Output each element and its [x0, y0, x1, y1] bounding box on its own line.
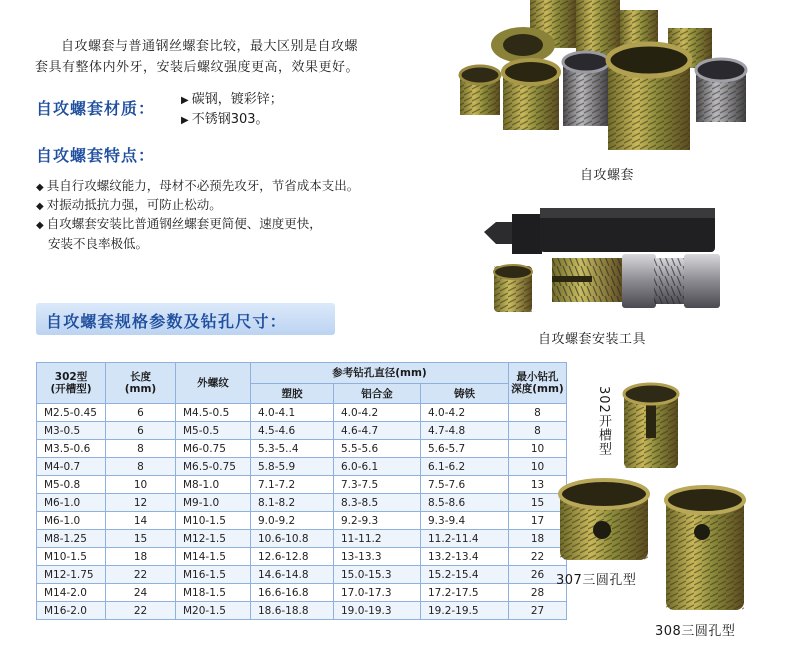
table-cell: M4-0.7 [37, 458, 106, 476]
table-cell: 4.0-4.2 [421, 404, 509, 422]
table-cell: M10-1.5 [176, 512, 251, 530]
table-cell: M16-2.0 [37, 602, 106, 620]
table-cell: 13-13.3 [334, 548, 421, 566]
table-row [37, 584, 567, 602]
caption-302: 302开槽型 [596, 386, 611, 456]
intro-paragraph [35, 36, 445, 78]
feature-item-1: ◆ 具自行攻螺纹能力，母材不必预先攻牙，节省成本支出。 [36, 178, 360, 193]
right-triangle-icon: ▶ [181, 95, 189, 106]
table-cell: M3.5-0.6 [37, 440, 106, 458]
material-item-2: ▶ 不锈钢303。 [181, 112, 269, 127]
table-cell: 18 [106, 548, 176, 566]
header-drill-diameter: 参考钻孔直径(mm) [251, 363, 509, 384]
spec-section-header [36, 303, 335, 335]
table-cell: 19.0-19.3 [334, 602, 421, 620]
table-cell: 5.8-5.9 [251, 458, 334, 476]
table-cell: 5.3-5..4 [251, 440, 334, 458]
features-heading: 自攻螺套特点： [36, 146, 156, 165]
table-row [37, 512, 567, 530]
thread-inserts-photo [448, 0, 758, 160]
insert-307-photo [556, 476, 652, 564]
table-cell: 6 [106, 404, 176, 422]
header-castiron: 铸铁 [421, 384, 509, 404]
table-cell: 7.5-7.6 [421, 476, 509, 494]
table-cell: 10 [509, 440, 567, 458]
install-tool-photo [484, 196, 734, 321]
table-cell: 4.5-4.6 [251, 422, 334, 440]
table-cell: 9.2-9.3 [334, 512, 421, 530]
caption-308: 308三圆孔型 [655, 624, 736, 639]
table-row [37, 494, 567, 512]
table-cell: 13.2-13.4 [421, 548, 509, 566]
table-row [37, 548, 567, 566]
table-cell: M2.5-0.45 [37, 404, 106, 422]
table-cell: 8.1-8.2 [251, 494, 334, 512]
table-cell: 8 [106, 458, 176, 476]
header-min-depth: 最小钻孔 深度(mm) [509, 363, 567, 404]
caption-inserts: 自攻螺套 [580, 168, 635, 183]
header-outer-thread: 外螺纹 [176, 363, 251, 404]
table-cell: 10 [106, 476, 176, 494]
table-cell: 18.6-18.8 [251, 602, 334, 620]
table-cell: 6.0-6.1 [334, 458, 421, 476]
material-item-1: ▶ 碳钢，镀彩锌； [181, 92, 283, 107]
table-cell: 27 [509, 602, 567, 620]
intro-line-2: 套具有整体内外牙，安装后螺纹强度更高，效果更好。 [35, 60, 360, 75]
table-cell: M6-0.75 [176, 440, 251, 458]
table-cell: M5-0.8 [37, 476, 106, 494]
table-row [37, 440, 567, 458]
spec-title: 自攻螺套规格参数及钻孔尺寸： [46, 312, 287, 331]
table-row [37, 476, 567, 494]
table-cell: M18-1.5 [176, 584, 251, 602]
feature-item-3: ◆ 自攻螺套安装比普通钢丝螺套更简便、速度更快， [36, 216, 322, 231]
table-cell: 15.2-15.4 [421, 566, 509, 584]
table-cell: 8.5-8.6 [421, 494, 509, 512]
table-cell: 26 [509, 566, 567, 584]
table-cell: 4.7-4.8 [421, 422, 509, 440]
table-cell: 15 [106, 530, 176, 548]
table-cell: M8-1.0 [176, 476, 251, 494]
table-cell: M8-1.25 [37, 530, 106, 548]
table-cell: M9-1.0 [176, 494, 251, 512]
table-cell: 22 [106, 566, 176, 584]
caption-tool: 自攻螺套安装工具 [538, 332, 647, 347]
table-cell: M14-2.0 [37, 584, 106, 602]
table-cell: 8.3-8.5 [334, 494, 421, 512]
table-cell: 14 [106, 512, 176, 530]
feature-item-2: ◆ 对振动抵抗力强，可防止松动。 [36, 197, 222, 212]
table-row [37, 602, 567, 620]
table-cell: 17.2-17.5 [421, 584, 509, 602]
table-cell: 10.6-10.8 [251, 530, 334, 548]
spec-table [36, 362, 567, 620]
table-cell: 28 [509, 584, 567, 602]
table-cell: 14.6-14.8 [251, 566, 334, 584]
table-cell: 13 [509, 476, 567, 494]
table-cell: 6 [106, 422, 176, 440]
table-cell: 6.1-6.2 [421, 458, 509, 476]
table-cell: M6-1.0 [37, 494, 106, 512]
table-cell: M6-1.0 [37, 512, 106, 530]
table-cell: 22 [106, 602, 176, 620]
table-cell: M16-1.5 [176, 566, 251, 584]
header-aluminum: 铝合金 [334, 384, 421, 404]
table-cell: M10-1.5 [37, 548, 106, 566]
table-cell: 4.6-4.7 [334, 422, 421, 440]
table-cell: 10 [509, 458, 567, 476]
header-type: 302型 (开槽型) [37, 363, 106, 404]
table-cell: 11-11.2 [334, 530, 421, 548]
table-cell: M12-1.5 [176, 530, 251, 548]
table-cell: 8 [106, 440, 176, 458]
table-cell: M5-0.5 [176, 422, 251, 440]
table-cell: 5.5-5.6 [334, 440, 421, 458]
table-cell: 7.3-7.5 [334, 476, 421, 494]
diamond-icon: ◆ [36, 220, 44, 231]
table-cell: 24 [106, 584, 176, 602]
table-row [37, 530, 567, 548]
table-cell: M20-1.5 [176, 602, 251, 620]
table-cell: 8 [509, 404, 567, 422]
intro-line-1: 自攻螺套与普通钢丝螺套比较，最大区别是自攻螺 [61, 39, 359, 54]
table-cell: 5.6-5.7 [421, 440, 509, 458]
table-row [37, 458, 567, 476]
table-cell: 22 [509, 548, 567, 566]
insert-302-photo [620, 382, 682, 472]
table-cell: 19.2-19.5 [421, 602, 509, 620]
feature-item-3-continuation: 安装不良率极低。 [48, 236, 149, 251]
table-cell: 15.0-15.3 [334, 566, 421, 584]
table-row [37, 566, 567, 584]
caption-307: 307三圆孔型 [556, 573, 637, 588]
table-cell: 17 [509, 512, 567, 530]
diamond-icon: ◆ [36, 182, 44, 193]
material-heading: 自攻螺套材质： [36, 99, 156, 118]
table-cell: 18 [509, 530, 567, 548]
table-cell: M6.5-0.75 [176, 458, 251, 476]
table-row [37, 404, 567, 422]
table-cell: 12 [106, 494, 176, 512]
table-cell: 7.1-7.2 [251, 476, 334, 494]
header-length: 长度 (mm) [106, 363, 176, 404]
table-cell: M3-0.5 [37, 422, 106, 440]
table-cell: M12-1.75 [37, 566, 106, 584]
table-cell: 4.0-4.2 [334, 404, 421, 422]
table-cell: M14-1.5 [176, 548, 251, 566]
header-plastic: 塑胶 [251, 384, 334, 404]
table-cell: 15 [509, 494, 567, 512]
right-triangle-icon: ▶ [181, 115, 189, 126]
table-cell: 16.6-16.8 [251, 584, 334, 602]
insert-308-photo [662, 484, 748, 614]
table-cell: M4.5-0.5 [176, 404, 251, 422]
table-row [37, 422, 567, 440]
table-cell: 9.3-9.4 [421, 512, 509, 530]
table-cell: 9.0-9.2 [251, 512, 334, 530]
table-cell: 4.0-4.1 [251, 404, 334, 422]
table-cell: 17.0-17.3 [334, 584, 421, 602]
table-cell: 12.6-12.8 [251, 548, 334, 566]
diamond-icon: ◆ [36, 201, 44, 212]
table-cell: 11.2-11.4 [421, 530, 509, 548]
table-cell: 8 [509, 422, 567, 440]
